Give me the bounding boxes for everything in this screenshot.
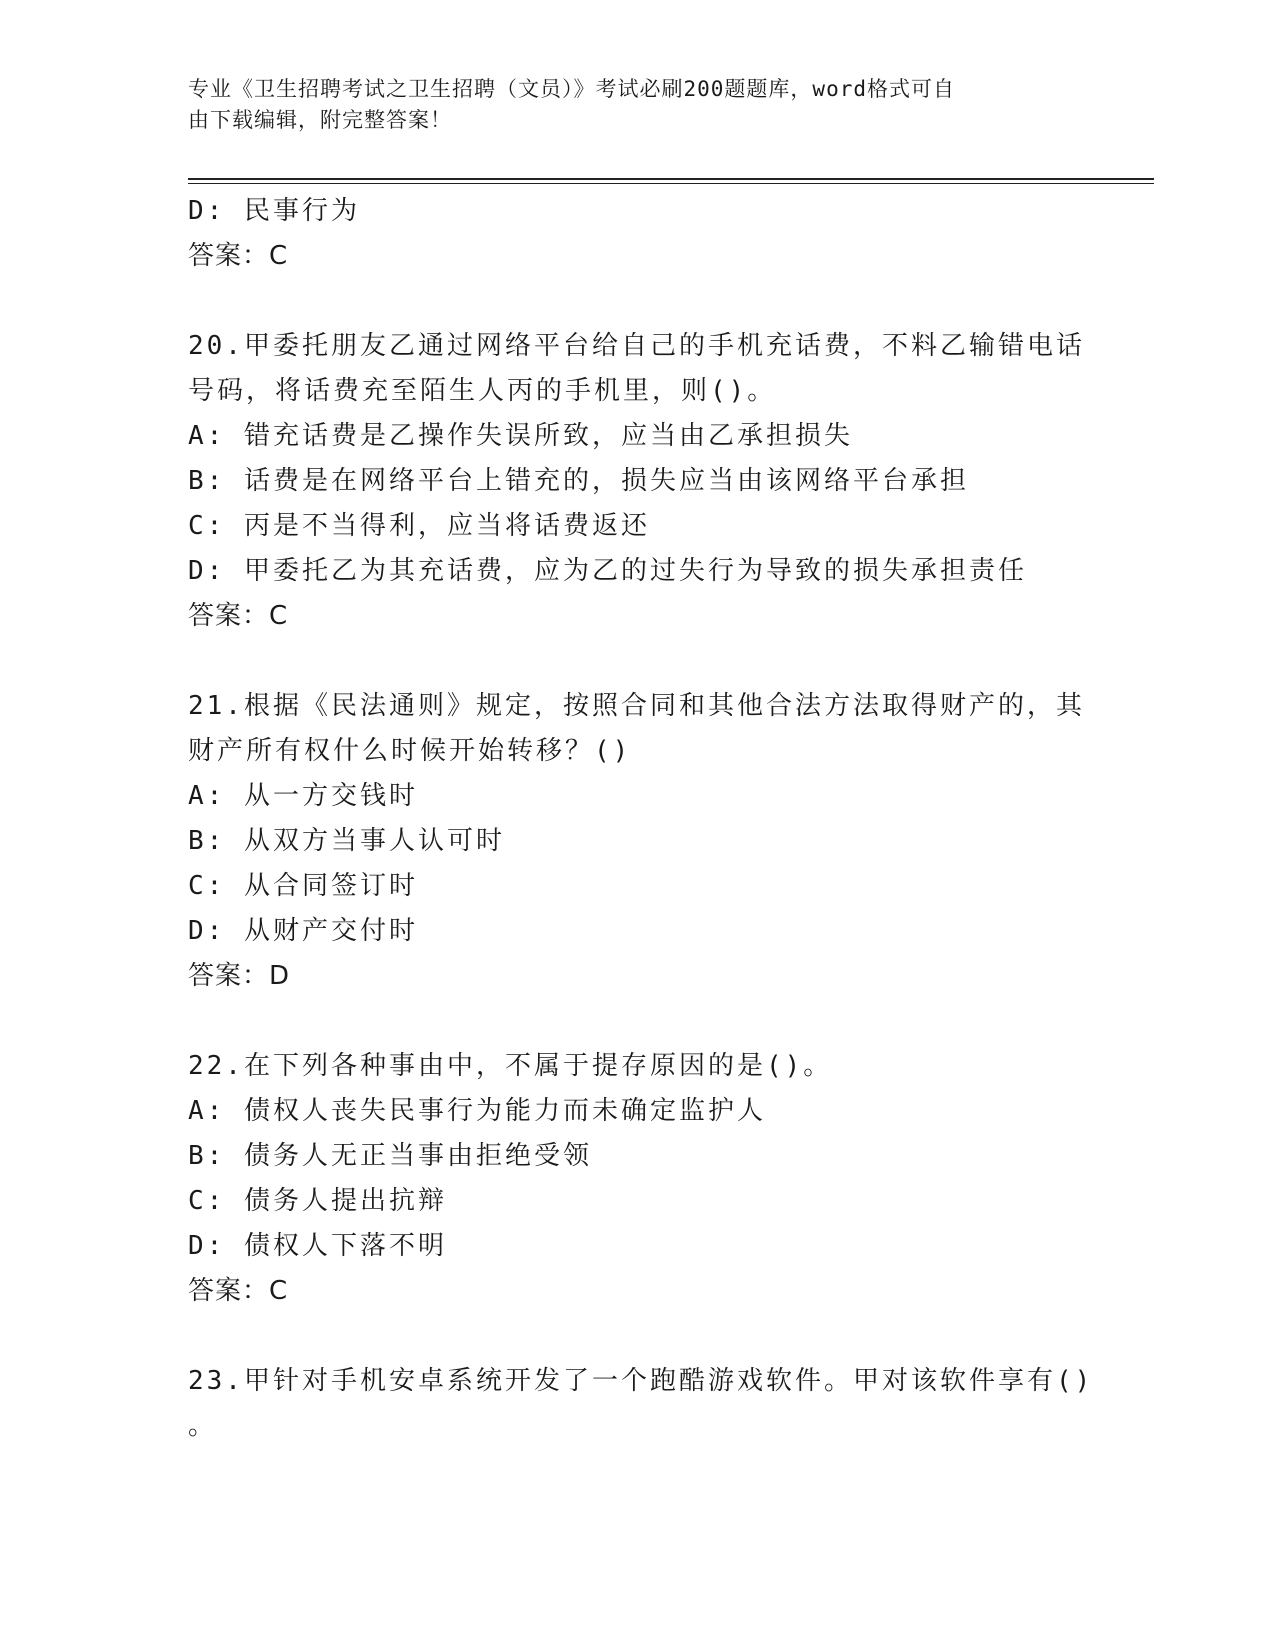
prev-option-d: D: 民事行为 xyxy=(188,196,360,226)
question-21 xyxy=(188,684,1088,999)
spacer xyxy=(188,639,1088,684)
question-21-option-b: B: 从双方当事人认可时 xyxy=(188,826,505,856)
question-22-stem-1: 22.在下列各种事由中，不属于提存原因的是()。 xyxy=(188,1051,833,1081)
question-20 xyxy=(188,324,1088,639)
question-content xyxy=(188,189,1094,1449)
question-21-stem-1: 21.根据《民法通则》规定，按照合同和其他合法方法取得财产的，其 xyxy=(188,691,1085,721)
header-line-1: 专业《卫生招聘考试之卫生招聘（文员）》考试必刷200题题库，word格式可自 xyxy=(188,77,955,101)
question-23 xyxy=(188,1359,1094,1449)
question-22-answer: 答案：C xyxy=(188,1276,289,1306)
spacer xyxy=(188,999,1088,1044)
header-line-2: 由下载编辑，附完整答案！ xyxy=(188,108,452,132)
question-22-option-a: A: 债权人丧失民事行为能力而未确定监护人 xyxy=(188,1096,766,1126)
question-21-stem-2: 财产所有权什么时候开始转移？() xyxy=(188,736,632,766)
question-23-stem-2: 。 xyxy=(188,1411,218,1441)
question-20-option-a: A: 错充话费是乙操作失误所致，应当由乙承担损失 xyxy=(188,421,853,451)
question-21-option-c: C: 从合同签订时 xyxy=(188,871,418,901)
question-20-stem-1: 20.甲委托朋友乙通过网络平台给自己的手机充话费，不料乙输错电话 xyxy=(188,331,1085,361)
question-20-option-d: D: 甲委托乙为其充话费，应为乙的过失行为导致的损失承担责任 xyxy=(188,556,1027,586)
question-20-stem-2: 号码，将话费充至陌生人丙的手机里，则()。 xyxy=(188,376,777,406)
question-23-stem-1: 23.甲针对手机安卓系统开发了一个跑酷游戏软件。甲对该软件享有() xyxy=(188,1366,1094,1396)
question-21-option-a: A: 从一方交钱时 xyxy=(188,781,418,811)
question-20-option-b: B: 话费是在网络平台上错充的，损失应当由该网络平台承担 xyxy=(188,466,969,496)
question-22-option-d: D: 债权人下落不明 xyxy=(188,1231,447,1261)
question-22 xyxy=(188,1044,1088,1314)
question-21-option-d: D: 从财产交付时 xyxy=(188,916,418,946)
question-20-option-c: C: 丙是不当得利，应当将话费返还 xyxy=(188,511,650,541)
header-rule-thick xyxy=(188,178,1154,180)
header-rule-thin xyxy=(188,183,1154,184)
document-header xyxy=(188,74,1068,136)
question-20-answer: 答案：C xyxy=(188,601,289,631)
question-21-answer: 答案：D xyxy=(188,961,291,991)
spacer xyxy=(188,1314,1088,1359)
question-22-option-b: B: 债务人无正当事由拒绝受领 xyxy=(188,1141,592,1171)
question-22-option-c: C: 债务人提出抗辩 xyxy=(188,1186,447,1216)
spacer xyxy=(188,279,1088,324)
prev-answer: 答案：C xyxy=(188,241,289,271)
